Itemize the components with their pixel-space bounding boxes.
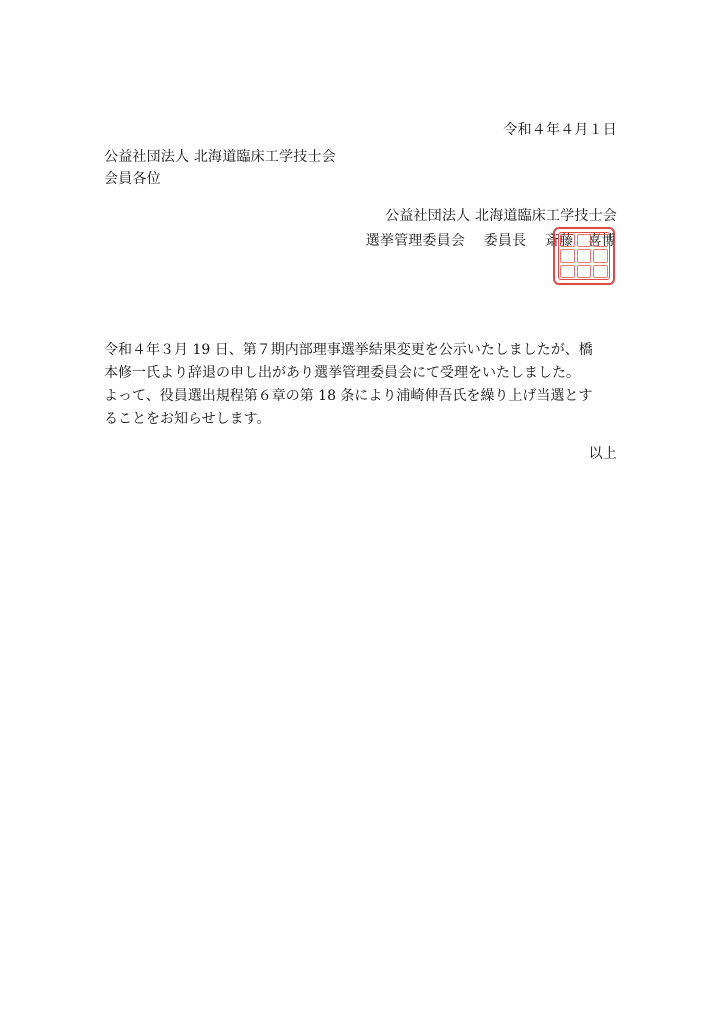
seal-glyph xyxy=(577,249,592,262)
seal-glyph xyxy=(593,265,608,278)
recipient-organization: 公益社団法人 北海道臨床工学技士会 xyxy=(104,149,336,165)
body-line: ることをお知らせします。 xyxy=(104,411,271,427)
body-line: 本修一氏より辞退の申し出があり選挙管理委員会にて受理をいたしました。 xyxy=(104,365,580,381)
seal-glyph xyxy=(577,234,592,247)
official-seal-icon xyxy=(553,227,615,285)
sender-title: 委員長 xyxy=(483,233,527,249)
sender-name: 斎藤 喜博 xyxy=(545,233,616,249)
document-date: 令和４年４月１日 xyxy=(503,122,617,138)
seal-glyph xyxy=(593,234,608,247)
body-line: 令和４年３月 19 日、第７期内部理事選挙結果変更を公示いたしましたが、橋 xyxy=(104,342,593,358)
seal-characters xyxy=(559,233,609,279)
recipient-members: 会員各位 xyxy=(104,171,161,187)
seal-glyph xyxy=(593,249,608,262)
closing-mark: 以上 xyxy=(588,446,617,462)
seal-glyph xyxy=(560,249,575,262)
seal-glyph xyxy=(560,265,575,278)
seal-glyph xyxy=(577,265,592,278)
seal-glyph xyxy=(560,234,575,247)
sender-organization: 公益社団法人 北海道臨床工学技士会 xyxy=(385,208,617,224)
body-line: よって、役員選出規程第６章の第 18 条により浦崎伸吾氏を繰り上げ当選とす xyxy=(104,388,593,404)
sender-committee: 選挙管理委員会 xyxy=(365,233,466,249)
notice-body xyxy=(104,339,616,431)
